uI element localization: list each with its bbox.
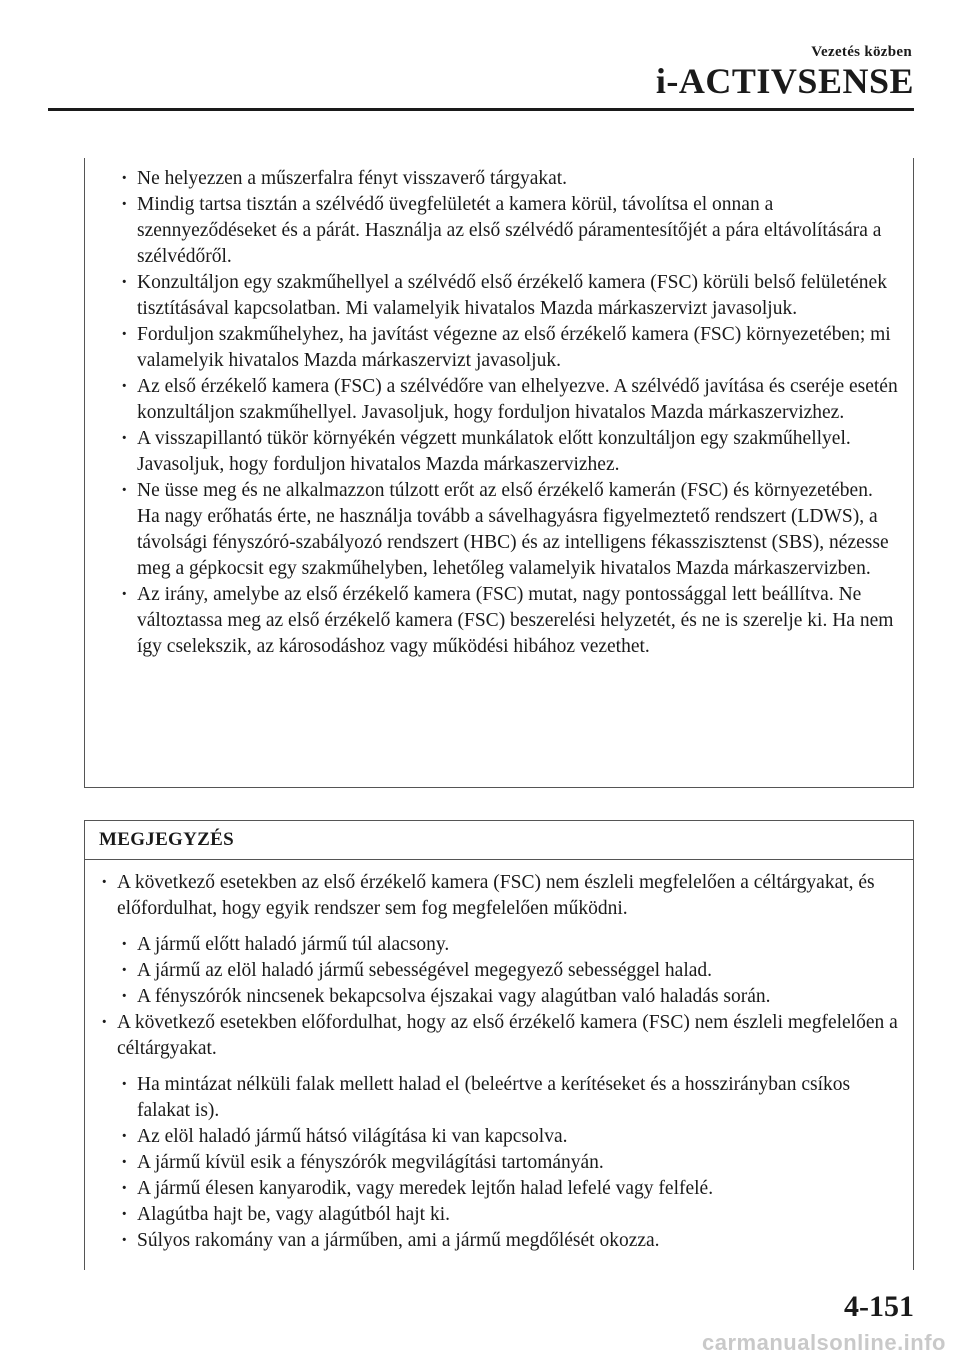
note-item [117,870,899,1010]
note-box [84,820,914,1270]
section-subtitle: Vezetés közben [811,44,912,60]
note-subitem: · Ha mintázat nélküli falak mellett halad el (beleértve a kerítéseket és a hosszirányban csíkos falakat is). [137,1072,899,1124]
note-sublist [117,1072,899,1254]
caution-item: · Az irány, amelybe az első érzékelő kamera (FSC) mutat, nagy pontossággal lett beállítva. Ne változtassa meg az első érzékelő kamera (FSC) beszerelési helyzetét, és ne is szerelje ki. Ha nem így cselekszik, az károsodáshoz vagy működési hibához vezethet. [137,582,899,660]
note-subitem: · Alagútba hajt be, vagy alagútból hajt ki. [137,1202,899,1228]
note-subitem: · Súlyos rakomány van a járműben, ami a jármű megdőlését okozza. [137,1228,899,1254]
header-divider [48,108,914,111]
note-sublist [117,932,899,1010]
page-number: 4-151 [844,1290,914,1323]
caution-box [84,158,914,788]
caution-item: · Konzultáljon egy szakműhellyel a szélvédő első érzékelő kamera (FSC) körüli belső felületének tisztításával kapcsolatban. Mi valamelyik hivatalos Mazda márkaszervizt javasoljuk. [137,270,899,322]
caution-item: · Mindig tartsa tisztán a szélvédő üvegfelületét a kamera körül, távolítsa el onnan a szennyeződéseket és a párát. Használja az első szélvédő páramentesítőjét a pára eltávolítására a szélvédőről. [137,192,899,270]
note-subitem: · A jármű kívül esik a fényszórók megvilágítási tartományán. [137,1150,899,1176]
note-item-text: · A következő esetekben az első érzékelő kamera (FSC) nem észleli megfelelően a céltárgyakat, és előfordulhat, hogy egyik rendszer sem fog megfelelően működni. [117,872,875,919]
caution-item: · Ne helyezzen a műszerfalra fényt visszaverő tárgyakat. [137,166,899,192]
note-subitem: · Az elöl haladó jármű hátsó világítása ki van kapcsolva. [137,1124,899,1150]
note-list [85,860,913,1254]
note-title: MEGJEGYZÉS [85,821,913,860]
watermark: carmanualsonline.info [702,1330,946,1355]
caution-item: · Ne üsse meg és ne alkalmazzon túlzott erőt az első érzékelő kamerán (FSC) és környezetében. Ha nagy erőhatás érte, ne használja tovább a sávelhagyásra figyelmeztető rendszert (LDWS), a távolsági fényszóró-szabályozó rendszert (HBC) és az intelligens fékasszisztenst (SBS), nézesse meg a gépkocsit egy szakműhelyben, lehetőleg valamelyik hivatalos Mazda márkaszervizben. [137,478,899,582]
note-subitem: · A fényszórók nincsenek bekapcsolva éjszakai vagy alagútban való haladás során. [137,984,899,1010]
caution-list [85,158,913,660]
note-item [117,1010,899,1254]
note-subitem: · A jármű élesen kanyarodik, vagy meredek lejtőn halad lefelé vagy felfelé. [137,1176,899,1202]
caution-item: · Forduljon szakműhelyhez, ha javítást végezne az első érzékelő kamera (FSC) környezetében; mi valamelyik hivatalos Mazda márkaszervizt javasoljuk. [137,322,899,374]
note-item-text: · A következő esetekben előfordulhat, hogy az első érzékelő kamera (FSC) nem észleli megfelelően a céltárgyakat. [117,1012,898,1059]
section-title: i-ACTIVSENSE [655,61,914,101]
caution-item: · A visszapillantó tükör környékén végzett munkálatok előtt konzultáljon egy szakműhellyel. Javasoljuk, hogy forduljon hivatalos Mazda márkaszervizhez. [137,426,899,478]
note-subitem: · A jármű az elöl haladó jármű sebességével megegyező sebességgel halad. [137,958,899,984]
note-subitem: · A jármű előtt haladó jármű túl alacsony. [137,932,899,958]
caution-item: · Az első érzékelő kamera (FSC) a szélvédőre van elhelyezve. A szélvédő javítása és cseréje esetén konzultáljon szakműhellyel. Javasoljuk, hogy forduljon hivatalos Mazda márkaszervizhez. [137,374,899,426]
